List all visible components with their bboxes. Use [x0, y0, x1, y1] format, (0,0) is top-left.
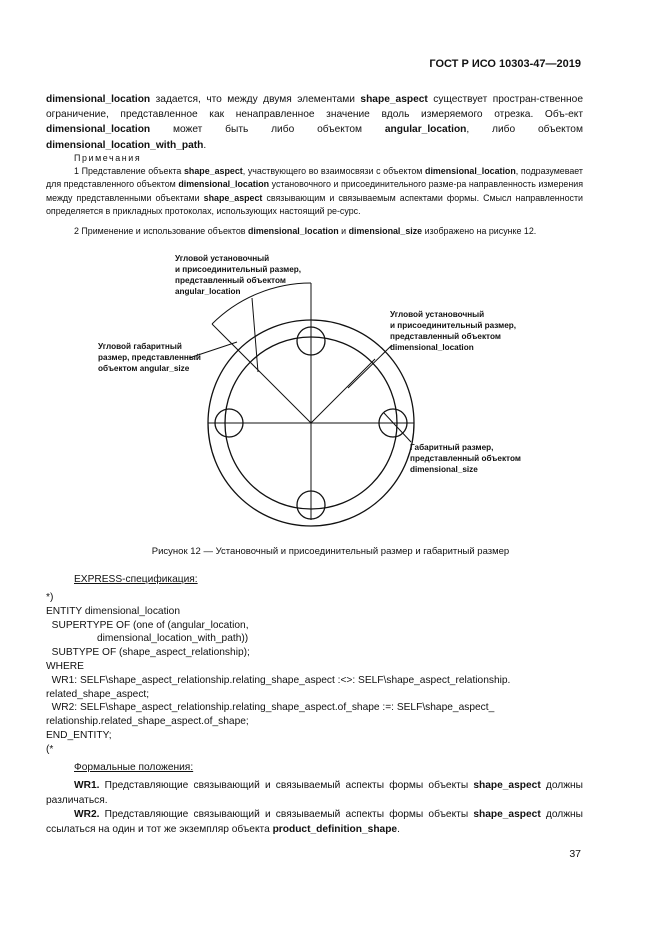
- label-right-line2: и присоединительный размер,: [390, 321, 517, 330]
- code-line: (*: [46, 743, 54, 755]
- code-line: relationship.related_shape_aspect.of_shape;: [46, 716, 249, 728]
- term: dimensional_location: [46, 124, 151, 136]
- label-br-line2: представленный объектом: [410, 454, 521, 463]
- label-left-line2: размер, представленный: [98, 353, 201, 362]
- term: dimensional_location_with_path: [46, 139, 204, 151]
- label-top-line1: Угловой установочный: [175, 254, 270, 263]
- notes-heading: Примечания: [74, 153, 142, 163]
- code-line: END_ENTITY;: [46, 729, 112, 741]
- text: и: [338, 226, 349, 236]
- text: .: [203, 139, 207, 151]
- rule-label: WR1.: [74, 780, 100, 791]
- figure-caption: Рисунок 12 — Установочный и присоединительный размер и габаритный размер: [151, 546, 510, 557]
- text: существует простран-ственное ограничение, представленное как ненаправленное значение вдоль измеряемого отрезка. Объ-ект: [46, 94, 583, 121]
- text: , подразумевает для представленного объектом: [46, 166, 584, 190]
- note-2: [46, 225, 583, 238]
- rule-wr1: [46, 778, 583, 808]
- label-top-line3: представленный объектом: [175, 276, 286, 285]
- term: shape_aspect: [360, 94, 428, 105]
- leader-right: [311, 359, 375, 423]
- term: dimensional_location: [247, 226, 339, 236]
- express-code: [46, 591, 510, 757]
- label-right-line1: Угловой установочный: [390, 310, 485, 319]
- formal-heading: Формальные положения:: [74, 762, 194, 773]
- label-br-line3: dimensional_size: [410, 465, 478, 474]
- code-line: SUPERTYPE OF (one of (angular_location,: [46, 619, 249, 631]
- label-right-line4: dimensional_location: [390, 343, 474, 352]
- text: .: [397, 824, 400, 836]
- intro-paragraph: [46, 92, 583, 153]
- label-top-line4: angular_location: [175, 287, 241, 296]
- label-left-line1: Угловой габаритный: [98, 342, 182, 351]
- document-header: ГОСТ Р ИСО 10303-47—2019: [429, 58, 581, 70]
- term: dimensional_size: [348, 226, 423, 236]
- term: shape_aspect: [473, 809, 541, 820]
- text: может быть либо объектом: [150, 124, 385, 136]
- pointer-br-label: [384, 413, 411, 442]
- label-top-line2: и присоединительный размер,: [175, 265, 302, 274]
- text: , либо объектом: [466, 124, 583, 136]
- label-right-line3: представленный объектом: [390, 332, 501, 341]
- code-line: dimensional_location_with_path)): [46, 633, 249, 645]
- text: связывающим и связываемым аспектами формы. Смысл направленности определяется в прикладных протоколах, использующих настоящий ре-сурс.: [46, 192, 583, 217]
- term: shape_aspect: [203, 192, 263, 203]
- express-heading: EXPRESS-спецификация:: [74, 574, 198, 585]
- label-br-line1: Габаритный размер,: [410, 443, 494, 452]
- code-line: WHERE: [46, 660, 84, 672]
- term: product_definition_shape: [272, 824, 398, 836]
- term: dimensional_location: [178, 179, 270, 190]
- term: angular_location: [384, 124, 467, 136]
- rule-label: WR2.: [74, 809, 100, 820]
- code-line: *): [46, 592, 54, 603]
- text: установочного и присоединительного разме-ра направленность измерения между представленными объектами: [46, 179, 583, 203]
- code-line: WR2: SELF\shape_aspect_relationship.relating_shape_aspect.of_shape :=: SELF\shape_aspect_: [46, 702, 495, 714]
- text: , участвующего во взаимосвязи с объектом: [242, 166, 426, 176]
- text: Представляющие связывающий и связываемый аспекты формы объекты: [99, 780, 474, 791]
- text: 2 Применение и использование объектов: [74, 226, 248, 236]
- term: dimensional_location: [425, 166, 516, 176]
- term: shape_aspect: [473, 780, 541, 791]
- text: изображено на рисунке 12.: [422, 226, 537, 236]
- text: задается, что между двумя элементами: [150, 94, 361, 105]
- code-line: ENTITY dimensional_location: [46, 605, 181, 617]
- figure-12-drawing: [0, 248, 661, 530]
- code-line: related_shape_aspect;: [46, 688, 150, 700]
- text: должны различаться.: [46, 780, 583, 807]
- rule-wr2: [46, 807, 583, 837]
- code-line: WR1: SELF\shape_aspect_relationship.relating_shape_aspect :<>: SELF\shape_aspect_relationship.: [46, 674, 511, 686]
- term: shape_aspect: [184, 166, 243, 176]
- text: должны ссылаться на один и тот же экземпляр объекта: [46, 809, 583, 836]
- text: Представляющие связывающий и связываемый аспекты формы объекты: [99, 809, 474, 820]
- term: dimensional_location: [46, 94, 151, 105]
- label-left-line3: объектом angular_size: [98, 364, 190, 373]
- page-number: 37: [569, 848, 581, 860]
- text: 1 Представление объекта: [74, 166, 184, 176]
- pointer-right-label: [348, 345, 392, 388]
- note-1: [46, 165, 583, 219]
- code-line: SUBTYPE OF (shape_aspect_relationship);: [46, 647, 250, 659]
